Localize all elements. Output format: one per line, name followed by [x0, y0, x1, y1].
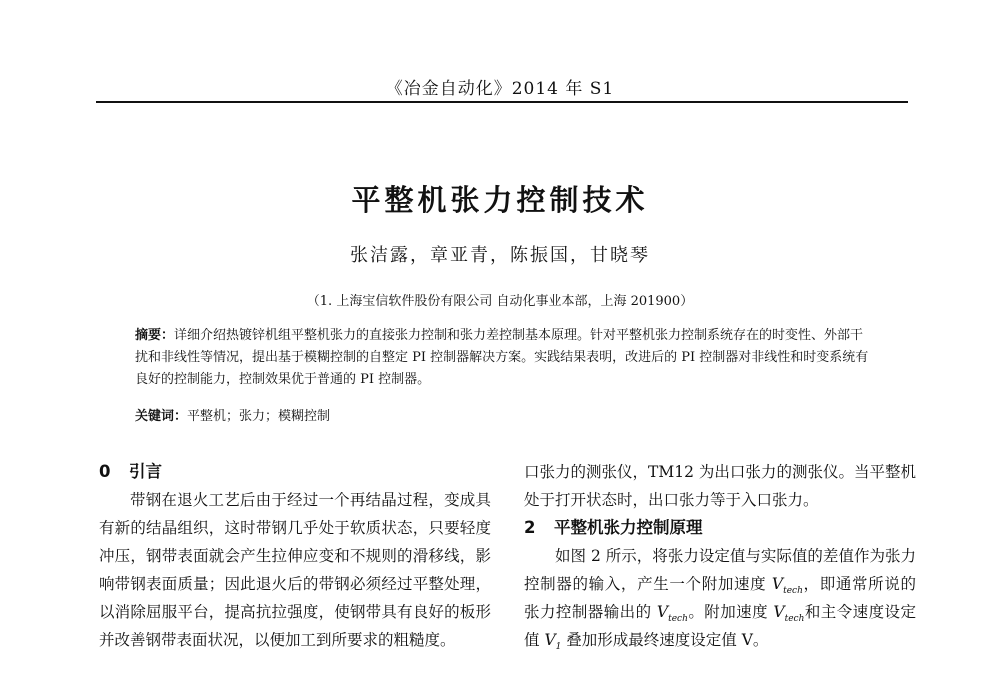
v1-symbol: $V_1$	[544, 631, 562, 653]
section-title: 平整机张力控制原理	[554, 518, 703, 537]
continued-paragraph: 口张力的测张仪，TM12 为出口张力的测张仪。当平整机处于打开状态时，出口张力等于入口张力。	[524, 463, 916, 509]
paper-title: 平整机张力控制技术	[351, 183, 649, 217]
column-right	[524, 458, 916, 654]
text-run: ，即通常所说的张力控制器输出的	[524, 575, 916, 621]
section-number: 2	[524, 518, 536, 537]
keywords-label: 关键词：	[135, 409, 188, 424]
column-left	[99, 458, 491, 654]
text-run: 如图 2 所示，将张力设定值与实际值的差值作为张力控制器的输入，产生一个附加速度	[524, 547, 916, 593]
author-list: 张洁露，章亚青，陈振国，甘晓琴	[350, 245, 650, 266]
v-tech-symbol: $V_{tech}$	[771, 575, 803, 597]
abstract	[135, 325, 875, 391]
section-heading-principle	[524, 514, 916, 542]
affiliation: （1. 上海宝信软件股份有限公司 自动化事业本部，上海 201900）	[306, 294, 694, 309]
keywords-text: 平整机；张力；模糊控制	[187, 409, 331, 424]
principle-paragraph	[524, 542, 916, 654]
text-run: 叠加形成最终速度设定值 V。	[561, 631, 769, 649]
running-head: 《冶金自动化》2014 年 S1	[385, 79, 615, 99]
v-tech-symbol: $V_{tech}$	[773, 603, 805, 625]
keywords	[135, 405, 875, 424]
text-run: 。附加速度	[687, 603, 774, 621]
intro-paragraph: 带钢在退火工艺后由于经过一个再结晶过程，变成具有新的结晶组织，这时带钢几乎处于软质状态，只要轻度冲压，钢带表面就会产生拉伸应变和不规则的滑移线，影响带钢表面质量；因此退火后的带钢必须经过平整处理，以消除屈服平台，提高抗拉强度，使钢带具有良好的板形并改善钢带表面状况，以便加工到所要求的粗糙度。	[99, 491, 491, 649]
abstract-text: 详细介绍热镀锌机组平整机张力的直接张力控制和张力差控制基本原理。针对平整机张力控制系统存在的时变性、外部干扰和非线性等情况，提出基于模糊控制的自整定 PI 控制器解决方案。实践结果表明，改进后的 PI 控制器对非线性和时变系统有良好的控制能力，控制效果优于普通的 PI 控制器。	[135, 328, 869, 387]
section-heading-intro	[99, 458, 491, 486]
v-tech-symbol: $V_{tech}$	[656, 603, 688, 625]
text-run: 和主令速度设定值	[524, 603, 916, 649]
abstract-label: 摘要：	[135, 328, 175, 343]
section-title: 引言	[129, 462, 162, 481]
section-number: 0	[99, 462, 111, 481]
header-rule	[96, 101, 908, 103]
